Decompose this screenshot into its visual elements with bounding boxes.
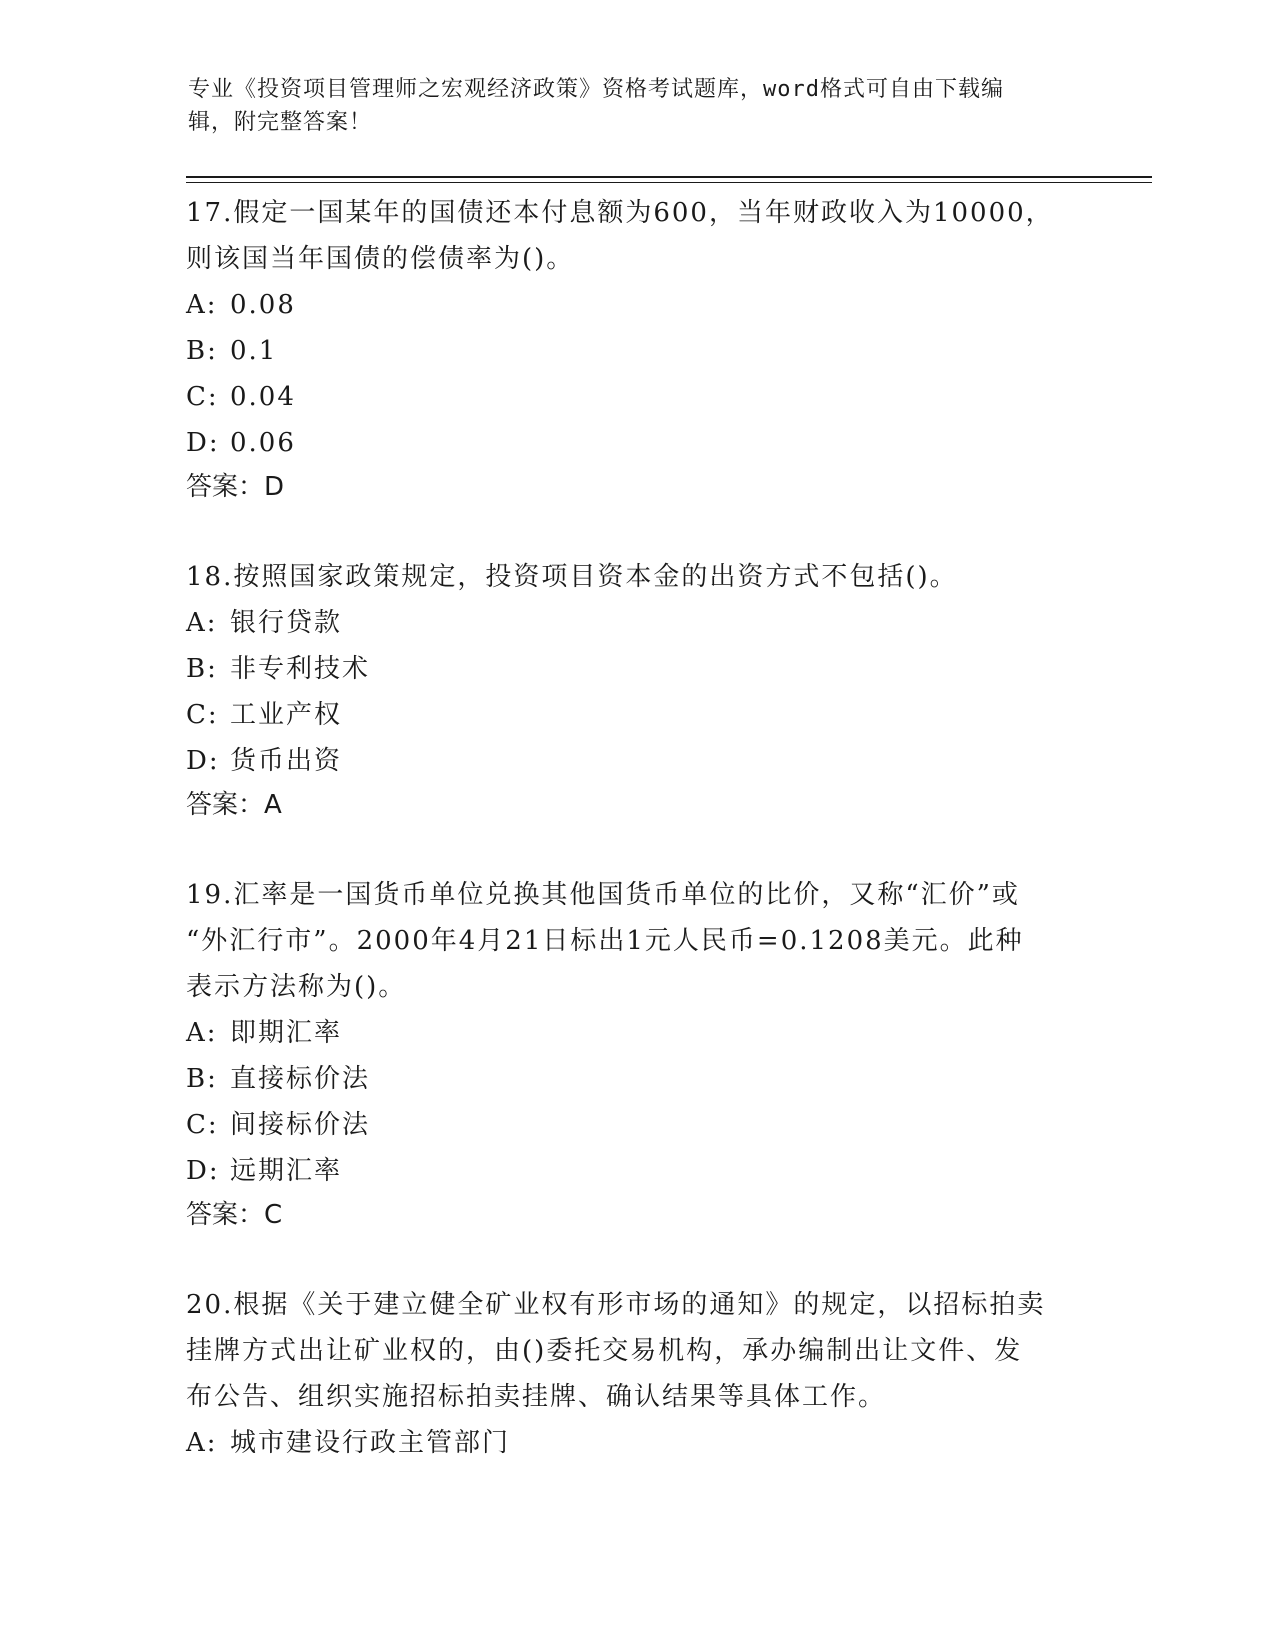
question-line: 18.按照国家政策规定，投资项目资本金的出资方式不包括()。 xyxy=(186,562,958,592)
question-20 xyxy=(186,1282,1086,1466)
option-d xyxy=(186,738,1086,784)
question-line: 挂牌方式出让矿业权的，由()委托交易机构，承办编制出让文件、发 xyxy=(186,1336,1023,1366)
option-d xyxy=(186,420,1086,466)
header-line-1: 专业《投资项目管理师之宏观经济政策》资格考试题库，word格式可自由下载编 xyxy=(188,77,1004,102)
question-17 xyxy=(186,190,1086,508)
option-text: 0.08 xyxy=(230,290,296,320)
option-text: 非专利技术 xyxy=(230,654,371,684)
option-text: 即期汇率 xyxy=(230,1018,343,1048)
question-line: 则该国当年国债的偿债率为()。 xyxy=(186,244,575,274)
option-c xyxy=(186,374,1086,420)
option-a xyxy=(186,1420,1086,1466)
option-key: C: xyxy=(186,1110,219,1140)
question-line: 19.汇率是一国货币单位兑换其他国货币单位的比价，又称“汇价”或 xyxy=(186,880,1020,910)
option-b xyxy=(186,646,1086,692)
option-text: 远期汇率 xyxy=(230,1156,343,1186)
question-text xyxy=(186,872,1086,1010)
option-text: 工业产权 xyxy=(230,700,343,730)
option-text: 直接标价法 xyxy=(230,1064,371,1094)
option-a xyxy=(186,282,1086,328)
answer-label: 答案：A xyxy=(186,790,282,820)
question-line: 17.假定一国某年的国债还本付息额为600，当年财政收入为10000， xyxy=(186,198,1054,228)
question-line: 表示方法称为()。 xyxy=(186,972,407,1002)
option-key: B: xyxy=(186,1064,218,1094)
option-d xyxy=(186,1148,1086,1194)
option-key: D: xyxy=(186,428,220,458)
option-b xyxy=(186,1056,1086,1102)
option-text: 0.1 xyxy=(230,336,278,366)
question-line: 布公告、组织实施招标拍卖挂牌、确认结果等具体工作。 xyxy=(186,1382,887,1412)
option-text: 0.04 xyxy=(230,382,296,412)
header-rule-thin xyxy=(186,182,1152,183)
option-key: D: xyxy=(186,1156,220,1186)
option-c xyxy=(186,1102,1086,1148)
option-a xyxy=(186,600,1086,646)
page-header xyxy=(188,73,1068,139)
option-key: C: xyxy=(186,382,219,412)
option-key: B: xyxy=(186,654,218,684)
question-line: 20.根据《关于建立健全矿业权有形市场的通知》的规定，以招标拍卖 xyxy=(186,1290,1046,1320)
option-text: 0.06 xyxy=(230,428,296,458)
option-c xyxy=(186,692,1086,738)
question-text xyxy=(186,190,1086,282)
option-text: 间接标价法 xyxy=(230,1110,371,1140)
question-line: “外汇行市”。2000年4月21日标出1元人民币=0.1208美元。此种 xyxy=(186,926,1024,956)
option-key: A: xyxy=(186,1428,218,1458)
option-key: B: xyxy=(186,336,218,366)
option-b xyxy=(186,328,1086,374)
question-text xyxy=(186,554,1086,600)
question-text xyxy=(186,1282,1086,1420)
option-text: 货币出资 xyxy=(230,746,343,776)
header-line-2: 辑，附完整答案！ xyxy=(188,110,373,135)
option-key: A: xyxy=(186,1018,218,1048)
option-key: C: xyxy=(186,700,219,730)
option-text: 城市建设行政主管部门 xyxy=(230,1428,511,1458)
option-key: A: xyxy=(186,290,218,320)
option-key: A: xyxy=(186,608,218,638)
question-18 xyxy=(186,554,1086,826)
question-list xyxy=(186,190,1086,1512)
option-a xyxy=(186,1010,1086,1056)
option-text: 银行贷款 xyxy=(230,608,343,638)
answer-label: 答案：D xyxy=(186,472,285,502)
header-rule-thick xyxy=(186,176,1152,178)
question-19 xyxy=(186,872,1086,1236)
option-key: D: xyxy=(186,746,220,776)
answer-label: 答案：C xyxy=(186,1200,283,1230)
